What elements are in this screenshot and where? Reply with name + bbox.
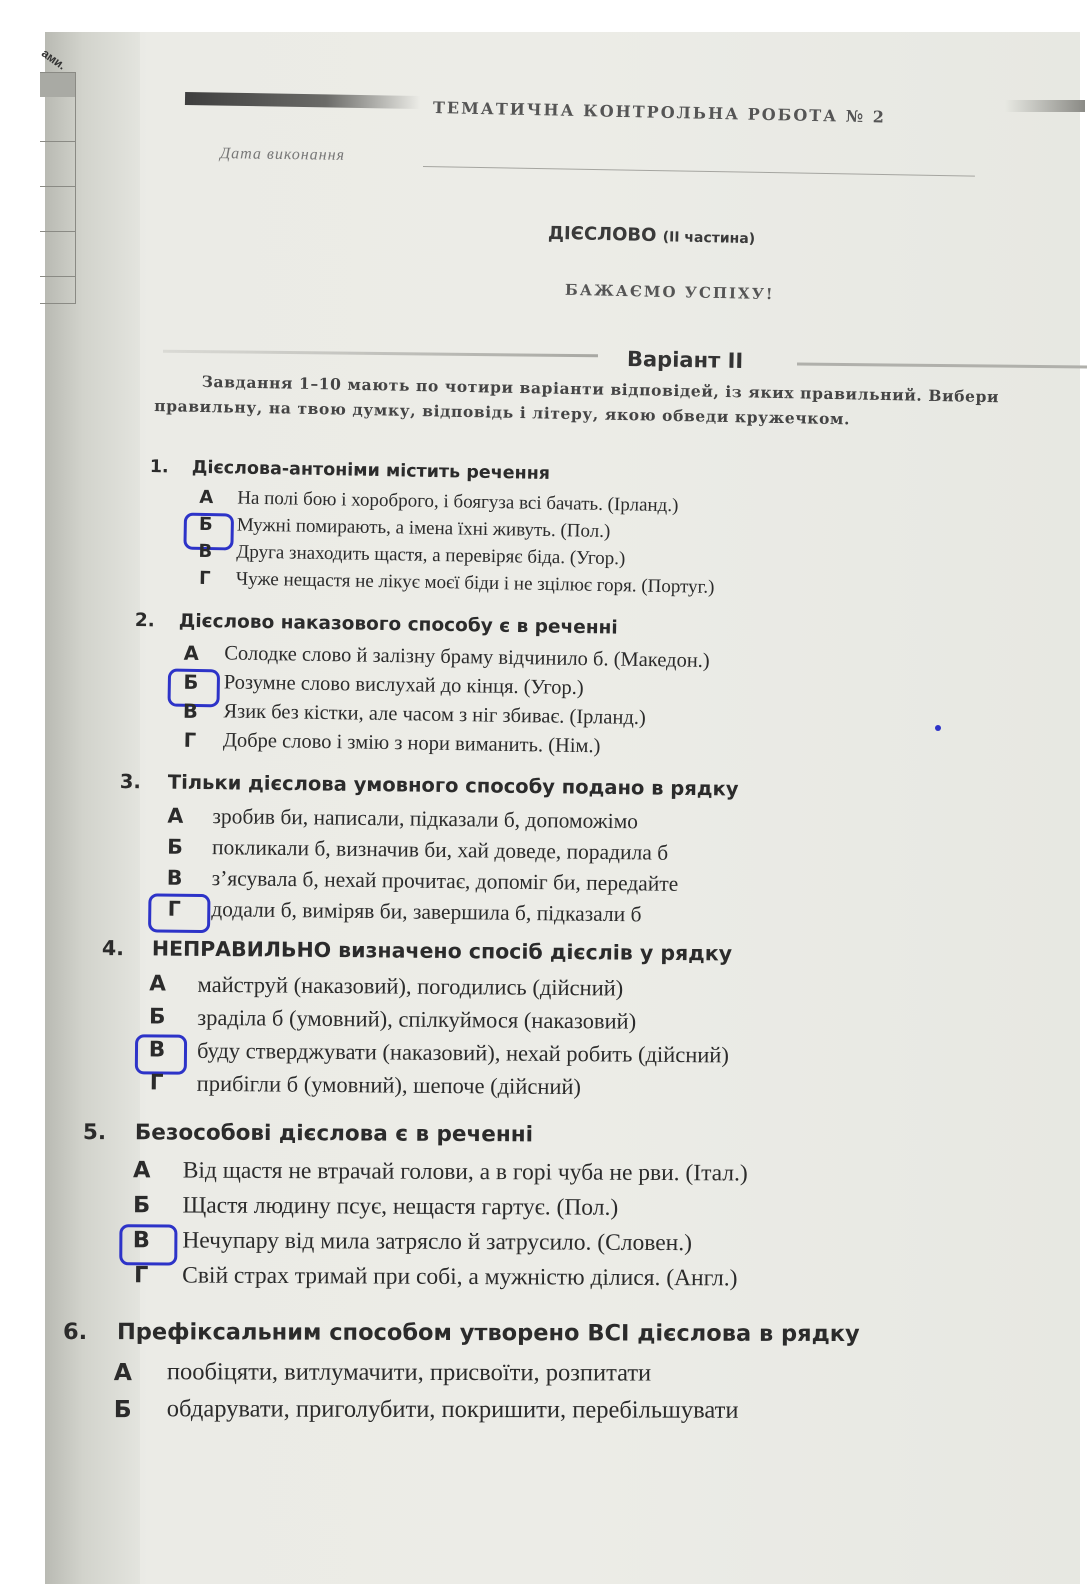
option-text: пообіцяти, витлумачити, присвоїти, розпитати <box>166 1358 652 1387</box>
selected-answer-circle <box>148 893 210 933</box>
question-text: Префіксальним способом утворено ВСІ дієслова в рядку <box>116 1319 860 1348</box>
option-letter[interactable]: А <box>183 641 200 666</box>
option-letter[interactable]: В <box>166 865 183 890</box>
option-letter[interactable]: В <box>132 1227 151 1254</box>
option-text: Добре слово і змію з нори виманить. (Нім.) <box>222 729 601 758</box>
option-text: Друга знаходить щастя, а перевіряє біда. (Угор.) <box>236 541 626 570</box>
answer-option[interactable] <box>148 567 715 601</box>
date-label: Дата виконання <box>219 145 346 164</box>
question-1 <box>148 457 715 601</box>
answer-option[interactable] <box>101 1004 731 1042</box>
option-letter[interactable]: Б <box>183 670 199 695</box>
option-letter[interactable]: Б <box>113 1395 132 1424</box>
instructions <box>154 368 1085 436</box>
option-text: покликали б, визначив би, хай доведе, порадила б <box>211 835 669 865</box>
option-letter[interactable]: Г <box>198 567 211 590</box>
option-text: Свій страх тримай при собі, а мужністю ділися. (Англ.) <box>182 1262 738 1292</box>
option-text: обдарувати, приголубити, покришити, перебільшувати <box>166 1395 739 1424</box>
question-text: Дієслова-антоніми містить речення <box>191 457 551 484</box>
option-letter[interactable]: А <box>132 1157 151 1184</box>
date-input-line[interactable] <box>423 166 975 177</box>
option-letter[interactable]: Г <box>149 1070 164 1096</box>
answer-option[interactable] <box>101 1070 731 1108</box>
question-5 <box>82 1120 748 1299</box>
question-6 <box>63 1319 860 1434</box>
option-text: майструй (наказовий), погодились (дійсний) <box>197 971 624 1001</box>
answer-option[interactable] <box>101 971 731 1009</box>
instructions-text: Завдання 1–10 мають по чотири варіанти відповідей, із яких правильний. Вибери правильну, на твою думку, відповідь і літеру, якою обведи кружечком. <box>154 371 1000 429</box>
question-number: 2. <box>134 610 155 632</box>
option-letter[interactable]: Б <box>148 1004 166 1030</box>
question-text: НЕПРАВИЛЬНО визначено спосіб дієслів у рядку <box>151 936 733 966</box>
answer-option[interactable] <box>83 1157 748 1194</box>
question-number: 4. <box>101 936 125 961</box>
answer-option[interactable] <box>118 896 737 935</box>
option-letter[interactable]: В <box>148 1037 166 1063</box>
option-text: зробив би, написали, підказали б, допоможімо <box>212 804 639 834</box>
subject-part: (ІІ частина) <box>662 229 756 248</box>
question-heading <box>102 936 733 976</box>
option-text: Мужні помирають, а імена їхні живуть. (Пол.) <box>236 514 611 543</box>
option-letter[interactable]: Г <box>167 896 181 921</box>
option-text: Щастя людину псує, нещастя гартує. (Пол.) <box>182 1192 619 1221</box>
option-letter[interactable]: А <box>167 803 184 828</box>
option-letter[interactable]: Б <box>198 513 213 536</box>
question-3 <box>118 770 739 935</box>
option-text: Від щастя не втрачай голови, а в горі чуба не рви. (Італ.) <box>182 1157 748 1187</box>
ink-dot <box>935 725 941 731</box>
good-luck-text: БАЖАЄМО УСПІХУ! <box>564 280 775 304</box>
option-text: Солодке слово й залізну браму відчинило б. (Македон.) <box>224 642 710 673</box>
header-bar-decoration-right <box>1005 100 1085 112</box>
option-letter[interactable]: В <box>182 699 199 723</box>
margin-note: ами. <box>38 46 69 73</box>
option-letter[interactable]: Б <box>132 1192 151 1219</box>
option-letter[interactable]: Б <box>167 834 184 859</box>
question-heading <box>63 1319 860 1360</box>
variant-heading: Варіант ІІ <box>626 346 744 374</box>
question-text: Безособові дієслова є в реченні <box>134 1120 534 1148</box>
option-text: Чуже нещастя не лікує моєї біди і не зцілює горя. (Португ.) <box>235 568 715 598</box>
header-bar-decoration <box>185 92 420 109</box>
option-letter[interactable]: А <box>113 1358 132 1387</box>
worksheet-title: ТЕМАТИЧНА КОНТРОЛЬНА РОБОТА № 2 <box>432 98 887 127</box>
option-text: буду стверджувати (наказовий), нехай робить (дійсний) <box>196 1037 730 1068</box>
subject-name: ДІЄСЛОВО <box>547 222 657 247</box>
question-number: 6. <box>62 1319 88 1346</box>
option-letter[interactable]: В <box>198 540 213 563</box>
option-text: На полі бою і хороброго, і боягуза всі бачать. (Ірланд.) <box>237 487 679 517</box>
option-text: зраділа б (умовний), спілкуймося (наказовий) <box>197 1004 637 1034</box>
variant-rule-right <box>797 362 1087 368</box>
option-text: з’ясувала б, нехай прочитає, допоміг би, передайте <box>211 866 679 896</box>
answer-option[interactable] <box>101 1037 731 1075</box>
answer-option[interactable] <box>133 728 616 765</box>
option-letter[interactable]: Г <box>133 1262 149 1289</box>
option-text: прибігли б (умовний), шепоче (дійсний) <box>196 1070 582 1100</box>
option-text: додали б, виміряв би, завершила б, підказали б <box>211 897 642 927</box>
selected-answer-circle <box>135 1034 187 1074</box>
question-text: Тільки дієслова умовного способу подано в рядку <box>167 770 739 801</box>
selected-answer-circle <box>119 1224 177 1265</box>
answer-option[interactable] <box>82 1262 738 1299</box>
option-letter[interactable]: Г <box>183 728 197 752</box>
worksheet-page <box>38 32 1080 1584</box>
question-number: 3. <box>119 770 141 794</box>
option-letter[interactable]: А <box>199 486 214 509</box>
question-heading <box>83 1120 533 1159</box>
answer-option[interactable] <box>63 1395 860 1434</box>
question-number: 5. <box>82 1120 107 1146</box>
subject-heading <box>548 223 756 248</box>
question-4 <box>101 936 733 1108</box>
answer-option[interactable] <box>82 1227 693 1264</box>
option-letter[interactable]: А <box>149 971 167 997</box>
answer-option[interactable] <box>63 1358 860 1397</box>
question-text: Дієслово наказового способу є в реченні <box>178 610 618 639</box>
option-text: Язик без кістки, але часом з ніг збиває. (Ірланд.) <box>223 700 646 730</box>
question-2 <box>133 610 710 765</box>
question-number: 1. <box>149 457 169 478</box>
option-text: Нечупару від мила затрясло й затрусило. (Словен.) <box>182 1227 693 1257</box>
option-text: Розумне слово вислухай до кінця. (Угор.) <box>223 671 584 700</box>
variant-rule-left <box>163 350 598 358</box>
margin-grade-table <box>40 72 76 304</box>
